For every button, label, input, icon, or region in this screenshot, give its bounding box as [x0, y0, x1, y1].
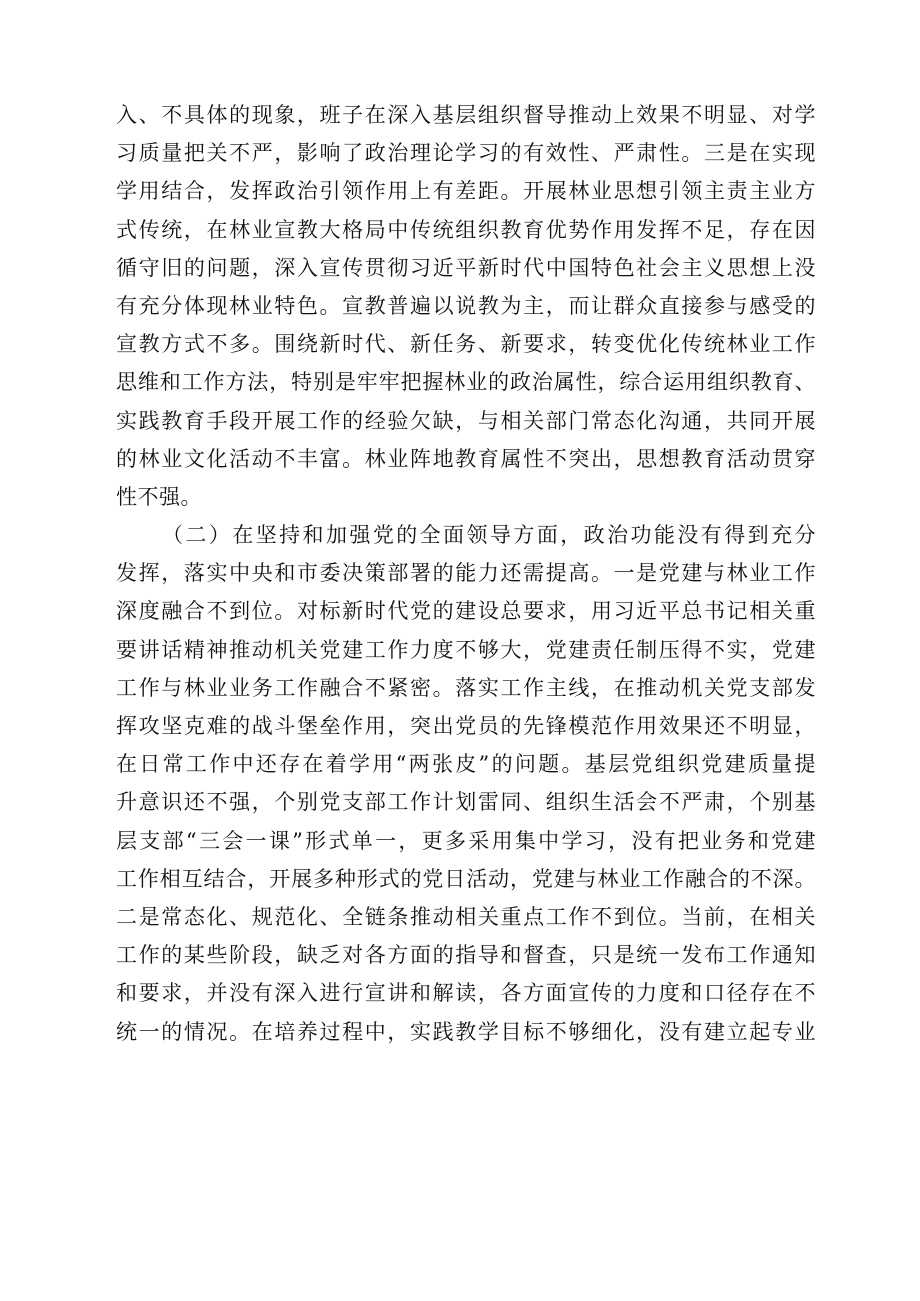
- text-line: 习质量把关不严，影响了政治理论学习的有效性、严肃性。三是在实现: [116, 141, 816, 166]
- text-line: 思维和工作方法，特别是牢牢把握林业的政治属性，综合运用组织教育、: [116, 370, 816, 395]
- text-line: 升意识还不强，个别党支部工作计划雷同、组织生活会不严肃，个别基: [116, 790, 816, 815]
- paragraph-1: [116, 96, 816, 516]
- text-line: （二）在坚持和加强党的全面领导方面，政治功能没有得到充分: [162, 523, 816, 548]
- paragraph-2: [116, 516, 816, 1051]
- text-line: 循守旧的问题，深入宣传贯彻习近平新时代中国特色社会主义思想上没: [116, 255, 816, 280]
- text-line: 在日常工作中还存在着学用“两张皮”的问题。基层党组织党建质量提: [116, 752, 816, 777]
- text-line: 宣教方式不多。围绕新时代、新任务、新要求，转变优化传统林业工作: [116, 332, 816, 357]
- text-line: 有充分体现林业特色。宣教普遍以说教为主，而让群众直接参与感受的: [116, 293, 816, 318]
- text-line: 要讲话精神推动机关党建工作力度不够大，党建责任制压得不实，党建: [116, 637, 816, 662]
- text-line: 统一的情况。在培养过程中，实践教学目标不够细化，没有建立起专业: [116, 1019, 816, 1044]
- text-line: 二是常态化、规范化、全链条推动相关重点工作不到位。当前，在相关: [116, 904, 816, 929]
- text-line: 工作相互结合，开展多种形式的党日活动，党建与林业工作融合的不深。: [116, 866, 816, 891]
- text-line: 层支部“三会一课”形式单一，更多采用集中学习，没有把业务和党建: [116, 828, 816, 853]
- text-line: 和要求，并没有深入进行宣讲和解读，各方面宣传的力度和口径存在不: [116, 981, 816, 1006]
- text-line: 挥攻坚克难的战斗堡垒作用，突出党员的先锋模范作用效果还不明显，: [116, 714, 816, 738]
- text-line: 工作的某些阶段，缺乏对各方面的指导和督查，只是统一发布工作通知: [116, 943, 816, 968]
- text-line: 发挥，落实中央和市委决策部署的能力还需提高。一是党建与林业工作: [116, 561, 816, 586]
- text-line: 实践教育手段开展工作的经验欠缺，与相关部门常态化沟通，共同开展: [116, 408, 816, 433]
- text-line: 深度融合不到位。对标新时代党的建设总要求，用习近平总书记相关重: [116, 599, 816, 624]
- text-line: 的林业文化活动不丰富。林业阵地教育属性不突出，思想教育活动贯穿: [116, 446, 816, 471]
- text-line: 式传统，在林业宣教大格局中传统组织教育优势作用发挥不足，存在因: [116, 217, 816, 242]
- text-line: 学用结合，发挥政治引领作用上有差距。开展林业思想引领主责主业方: [116, 179, 816, 204]
- document-body: [116, 96, 816, 1051]
- text-line: 入、不具体的现象，班子在深入基层组织督导推动上效果不明显、对学: [116, 103, 816, 127]
- text-line: 性不强。: [116, 484, 202, 509]
- text-line: 工作与林业业务工作融合不紧密。落实工作主线，在推动机关党支部发: [116, 675, 816, 700]
